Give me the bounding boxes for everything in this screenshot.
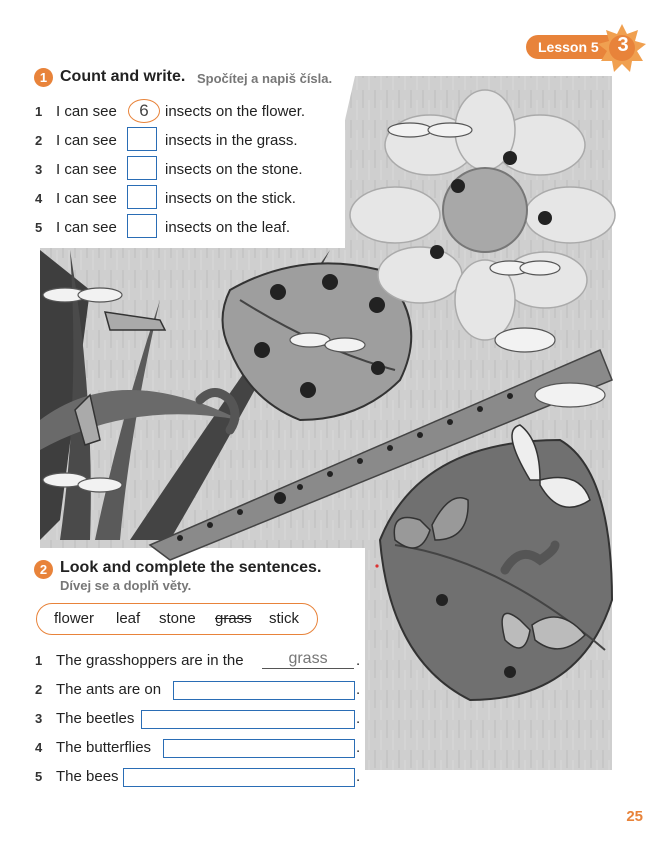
answer-box[interactable] [127, 156, 157, 180]
item-end: . [356, 768, 361, 785]
answer-box[interactable] [127, 214, 157, 238]
item-number: 4 [35, 740, 43, 755]
item-text: I can see [56, 190, 117, 207]
item-text: The bees [56, 768, 119, 785]
item-text: insects on the leaf. [165, 219, 291, 236]
item-text: The ants are on [56, 681, 162, 698]
item-text: insects on the stone. [165, 161, 303, 178]
item-text: The butterflies [56, 739, 152, 756]
answer-circle[interactable]: 6 [128, 99, 160, 123]
item-number: 4 [35, 191, 43, 206]
item-number: 2 [35, 682, 43, 697]
page-number: 25 [626, 808, 643, 825]
item-number: 3 [35, 711, 43, 726]
word-bank-item-crossed: grass [215, 610, 252, 627]
item-number: 3 [35, 162, 43, 177]
item-number: 1 [35, 104, 43, 119]
item-text: I can see [56, 161, 117, 178]
item-text: I can see [56, 132, 117, 149]
item-text: insects on the flower. [165, 103, 306, 120]
lesson-number: 3 [617, 34, 629, 56]
item-text: insects in the grass. [165, 132, 298, 149]
answer-box[interactable] [127, 127, 157, 151]
word-bank-item: stone [159, 610, 196, 627]
exercise-1-subtitle: Spočítej a napiš čísla. [197, 71, 333, 86]
item-number: 2 [35, 133, 43, 148]
answer-box[interactable] [123, 768, 355, 787]
word-bank-item: leaf [116, 610, 141, 627]
item-end: . [356, 710, 361, 727]
answer-box[interactable] [163, 739, 355, 758]
item-end: . [356, 739, 361, 756]
item-text: insects on the stick. [165, 190, 296, 207]
answer-box[interactable] [173, 681, 355, 700]
answer-box[interactable] [127, 185, 157, 209]
answer-box[interactable] [141, 710, 355, 729]
exercise-2-title: Look and complete the sentences. [60, 559, 322, 576]
item-text: The beetles [56, 710, 135, 727]
item-text: The grasshoppers are in the [56, 652, 244, 669]
item-text: I can see [56, 219, 117, 236]
exercise-1-title: Count and write. [60, 68, 186, 85]
item-end: . [356, 681, 361, 698]
item-end: . [356, 652, 361, 669]
exercise-1-number: 1 [34, 68, 53, 87]
item-text: I can see [56, 103, 117, 120]
answer-line[interactable]: grass [262, 650, 354, 669]
item-number: 1 [35, 653, 43, 668]
item-number: 5 [35, 769, 43, 784]
exercise-2-number: 2 [34, 560, 53, 579]
word-bank-item: flower [54, 610, 95, 627]
lesson-label: Lesson 5 [526, 35, 626, 59]
exercise-2-subtitle: Dívej se a doplň věty. [60, 578, 192, 593]
item-number: 5 [35, 220, 43, 235]
word-bank-item: stick [269, 610, 299, 627]
